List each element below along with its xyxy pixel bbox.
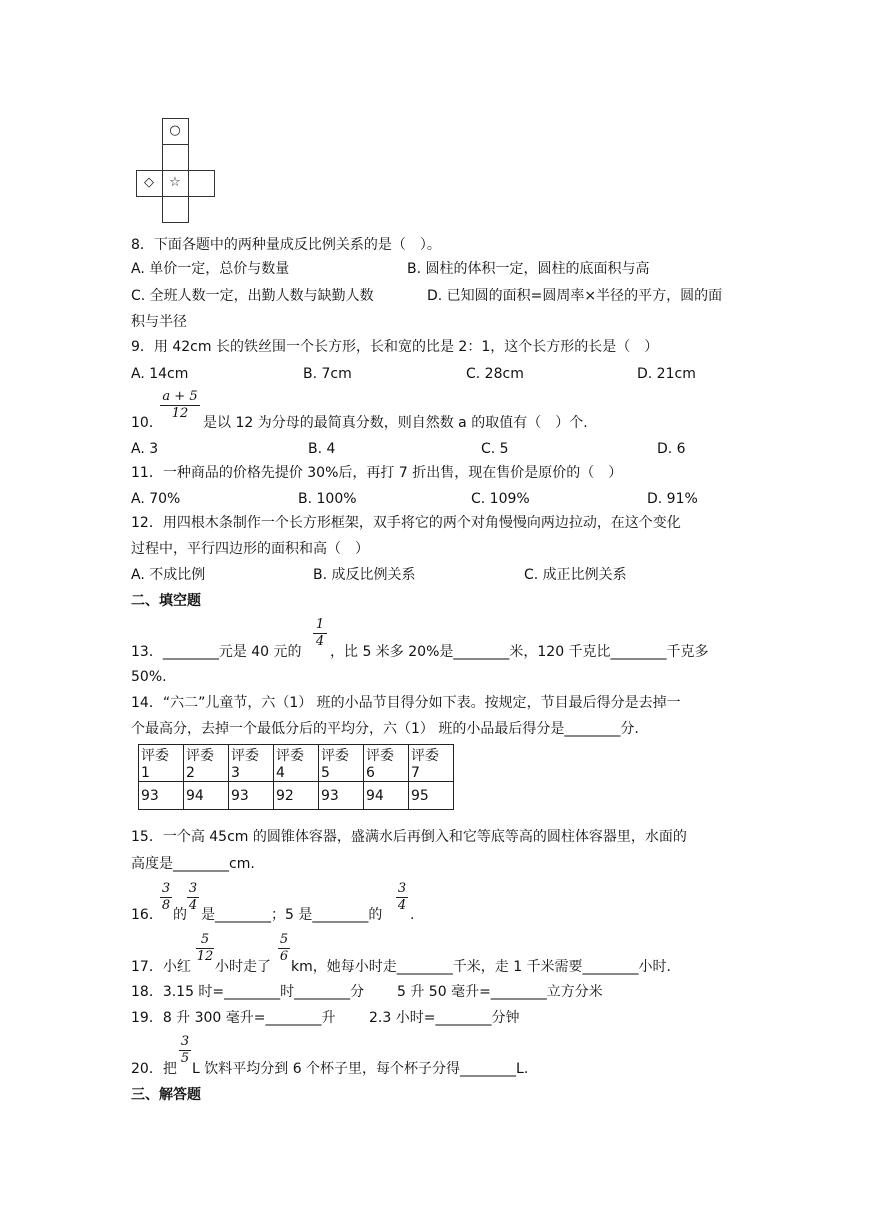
- q16-fraction-1: [160, 882, 172, 913]
- q13-part2: ，比 5 米多 20%是________米，120 千克比________千克多: [330, 644, 709, 660]
- q9-stem: 9．用 42cm 长的铁丝围一个长方形，长和宽的比是 2：1，这个长方形的长是（ ）: [131, 339, 659, 355]
- q17-fraction-1-denominator: 12: [196, 949, 214, 964]
- q11-option-b: B. 100%: [298, 491, 357, 507]
- q9-option-c: C. 28cm: [466, 366, 524, 382]
- q13-fraction-numerator: 1: [315, 617, 325, 632]
- q10-fraction-denominator: 12: [171, 406, 189, 421]
- q16-fraction-3-denominator: 4: [397, 898, 407, 913]
- table-cell: 92: [274, 782, 319, 810]
- circle-icon: ○: [169, 123, 181, 138]
- q17-part2: 小时走了: [215, 959, 271, 975]
- q15-stem-line2: 高度是________cm.: [131, 856, 255, 872]
- q16-fraction-1-numerator: 3: [161, 881, 171, 896]
- q17-fraction-2-numerator: 5: [279, 932, 289, 947]
- table-header-cell: 评委 4: [274, 745, 319, 782]
- table-header-cell: 评委 5: [319, 745, 364, 782]
- q10-option-c: C. 5: [481, 441, 509, 457]
- q10-option-d: D. 6: [657, 441, 686, 457]
- table-cell: 94: [184, 782, 229, 810]
- q16-fraction-1-denominator: 8: [161, 898, 171, 913]
- q16-fraction-3: [396, 882, 408, 913]
- diamond-icon: ◇: [144, 175, 154, 190]
- table-header-cell: 评委 6: [364, 745, 409, 782]
- q10-stem: 是以 12 为分母的最简真分数，则自然数 a 的取值有（ ）个.: [203, 415, 588, 431]
- q13-part1: 13．________元是 40 元的: [131, 644, 302, 660]
- q10-number: 10．: [131, 415, 163, 431]
- q15-stem-line1: 15．一个高 45cm 的圆锥体容器，盛满水后再倒入和它等底等高的圆柱体容器里，水面的: [131, 829, 687, 845]
- q14-stem-line1: 14．“六二”儿童节，六（1） 班的小品节目得分如下表。按规定，节目最后得分是去掉一: [131, 695, 681, 711]
- q11-option-a: A. 70%: [131, 491, 181, 507]
- net-cell-right: [188, 170, 215, 197]
- q16-fraction-2-numerator: 3: [188, 881, 198, 896]
- q12-option-b: B. 成反比例关系: [313, 567, 416, 583]
- q17-part3: km，她每小时走________千米，走 1 千米需要________小时.: [291, 959, 672, 975]
- q11-stem: 11．一种商品的价格先提价 30%后，再打 7 折出售，现在售价是原价的（ ）: [131, 465, 623, 481]
- q16-fraction-3-numerator: 3: [397, 881, 407, 896]
- q9-option-a: A. 14cm: [131, 366, 189, 382]
- q10-fraction-numerator: a + 5: [162, 389, 198, 404]
- q8-option-d-line2: 积与半径: [131, 314, 187, 330]
- q16-text-1: 的: [173, 907, 187, 923]
- q18-part-b: 5 升 50 毫升=________立方分米: [397, 984, 603, 1000]
- q12-option-c: C. 成正比例关系: [524, 567, 627, 583]
- section-heading-solve: 三、解答题: [131, 1087, 201, 1103]
- net-cell-upper-middle: [162, 144, 189, 171]
- q12-stem-line1: 12．用四根木条制作一个长方形框架，双手将它的两个对角慢慢向两边拉动，在这个变化: [131, 515, 681, 531]
- q16-number: 16．: [131, 907, 163, 923]
- q16-text-3: .: [410, 907, 415, 923]
- table-cell: 95: [409, 782, 454, 810]
- q16-text-2: 是________；5 是________的: [201, 907, 383, 923]
- q20-fraction-denominator: 5: [180, 1051, 190, 1066]
- table-cell: 93: [319, 782, 364, 810]
- q13-part3: 50%.: [131, 669, 167, 685]
- q13-fraction-denominator: 4: [315, 634, 325, 649]
- q20-fraction-numerator: 3: [180, 1034, 190, 1049]
- q20-fraction: [179, 1035, 191, 1066]
- q17-fraction-1: [196, 933, 214, 964]
- net-cell-bottom: [162, 196, 189, 223]
- table-header-row: [139, 745, 454, 782]
- q8-option-a: A. 单价一定，总价与数量: [131, 261, 290, 277]
- q20-part2: L 饮料平均分到 6 个杯子里，每个杯子分得________L.: [192, 1061, 529, 1077]
- score-table: [138, 744, 454, 810]
- q19-part-b: 2.3 小时=________分钟: [369, 1010, 520, 1026]
- q10-option-a: A. 3: [131, 441, 159, 457]
- q17-part1: 17．小红: [131, 959, 191, 975]
- q17-fraction-2: [278, 933, 290, 964]
- q10-fraction: [160, 390, 200, 421]
- table-cell: 93: [229, 782, 274, 810]
- q11-option-c: C. 109%: [471, 491, 530, 507]
- q8-stem: 8．下面各题中的两种量成反比例关系的是（ ）。: [131, 237, 441, 253]
- q17-fraction-1-numerator: 5: [200, 932, 210, 947]
- q14-stem-line2: 个最高分，去掉一个最低分后的平均分，六（1） 班的小品最后得分是________分.: [131, 721, 639, 737]
- table-header-cell: 评委 1: [139, 745, 184, 782]
- table-row: [139, 782, 454, 810]
- q18-part-a: 18．3.15 时=________时________分: [131, 984, 365, 1000]
- table-cell: 94: [364, 782, 409, 810]
- q19-part-a: 19．8 升 300 毫升=________升: [131, 1010, 336, 1026]
- q9-option-b: B. 7cm: [303, 366, 352, 382]
- q11-option-d: D. 91%: [647, 491, 698, 507]
- q17-fraction-2-denominator: 6: [279, 949, 289, 964]
- q12-option-a: A. 不成比例: [131, 567, 206, 583]
- star-icon: ☆: [169, 175, 181, 190]
- q13-fraction: [313, 618, 327, 649]
- q8-option-c: C. 全班人数一定，出勤人数与缺勤人数: [131, 288, 374, 304]
- q16-fraction-2-denominator: 4: [188, 898, 198, 913]
- q12-stem-line2: 过程中，平行四边形的面积和高（ ）: [131, 541, 369, 557]
- table-header-cell: 评委 7: [409, 745, 454, 782]
- q16-fraction-2: [187, 882, 199, 913]
- q10-option-b: B. 4: [308, 441, 336, 457]
- table-cell: 93: [139, 782, 184, 810]
- table-header-cell: 评委 3: [229, 745, 274, 782]
- q20-part1: 20．把: [131, 1061, 177, 1077]
- q8-option-d-line1: D. 已知圆的面积=圆周率×半径的平方，圆的面: [427, 288, 723, 304]
- q9-option-d: D. 21cm: [637, 366, 696, 382]
- section-heading-fill-in: 二、填空题: [131, 593, 201, 609]
- table-header-cell: 评委 2: [184, 745, 229, 782]
- q8-option-b: B. 圆柱的体积一定，圆柱的底面积与高: [407, 261, 650, 277]
